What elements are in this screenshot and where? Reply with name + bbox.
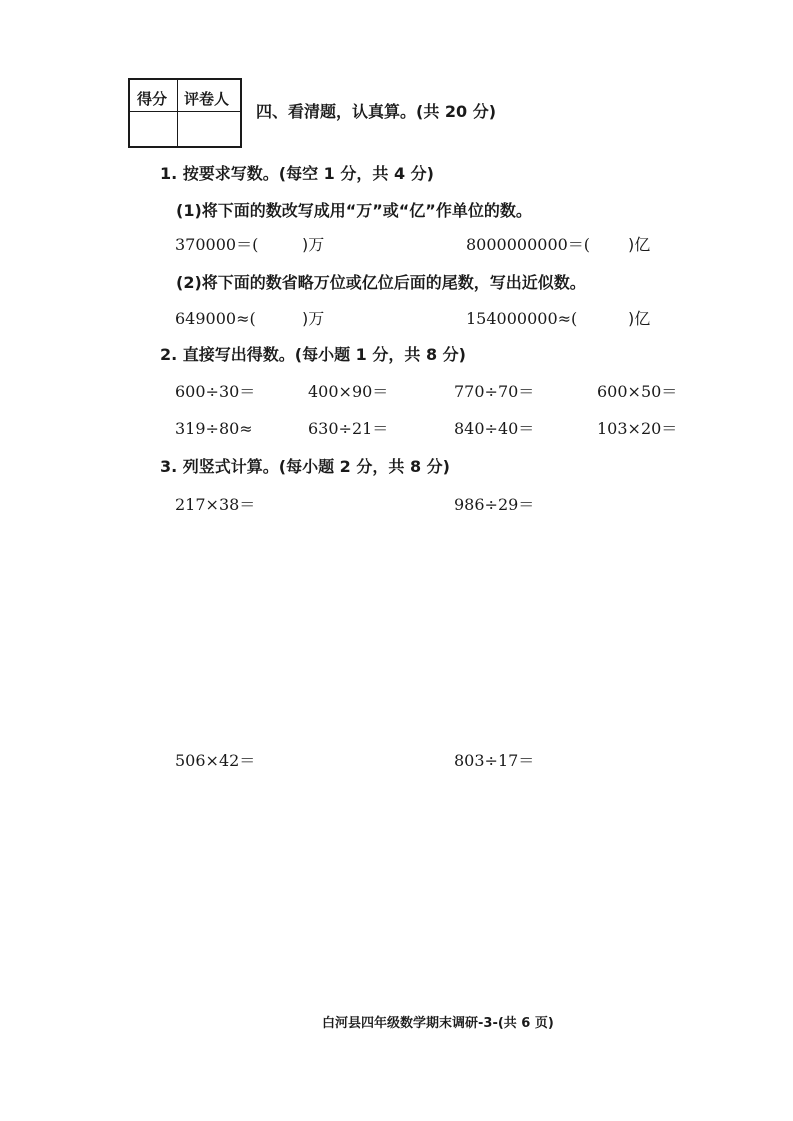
q3-item3: 506×42＝: [175, 751, 256, 770]
q2-r2-c3: 840÷40＝: [454, 419, 535, 438]
q2-r1-c2: 400×90＝: [308, 382, 389, 401]
section-title: 四、看清题，认真算。(共 20 分): [256, 102, 497, 121]
q3-item4: 803÷17＝: [454, 751, 535, 770]
q1-item3-right: )万: [302, 309, 325, 328]
q1-item4-right: )亿: [628, 309, 651, 328]
q3-item1: 217×38＝: [175, 495, 256, 514]
q2-r1-c1: 600÷30＝: [175, 382, 256, 401]
q2-r2-c2: 630÷21＝: [308, 419, 389, 438]
q2-title: 2. 直接写出得数。(每小题 1 分，共 8 分): [160, 345, 466, 364]
table-divider-vertical: [177, 80, 178, 146]
score-table: [128, 78, 242, 148]
q2-r2-c4: 103×20＝: [597, 419, 678, 438]
table-divider-horizontal: [130, 111, 240, 112]
q2-r2-c1: 319÷80≈: [175, 419, 253, 438]
score-label: 得分: [137, 90, 168, 108]
q3-title: 3. 列竖式计算。(每小题 2 分，共 8 分): [160, 457, 450, 476]
q1-title: 1. 按要求写数。(每空 1 分，共 4 分): [160, 164, 434, 183]
q1-item4-left: 154000000≈(: [466, 309, 578, 328]
q1-item1-left: 370000＝(: [175, 235, 259, 254]
q3-item2: 986÷29＝: [454, 495, 535, 514]
q1-item1-right: )万: [302, 235, 325, 254]
page-footer: 白河县四年级数学期末调研-3-(共 6 页): [322, 1016, 554, 1031]
q2-r1-c3: 770÷70＝: [454, 382, 535, 401]
q1-item2-right: )亿: [628, 235, 651, 254]
q1-item3-left: 649000≈(: [175, 309, 256, 328]
q1-item2-left: 8000000000＝(: [466, 235, 591, 254]
q2-r1-c4: 600×50＝: [597, 382, 678, 401]
q1-part2-instruction: (2)将下面的数省略万位或亿位后面的尾数，写出近似数。: [176, 273, 586, 292]
q1-part1-instruction: (1)将下面的数改写成用“万”或“亿”作单位的数。: [176, 201, 532, 220]
grader-label: 评卷人: [184, 90, 230, 108]
